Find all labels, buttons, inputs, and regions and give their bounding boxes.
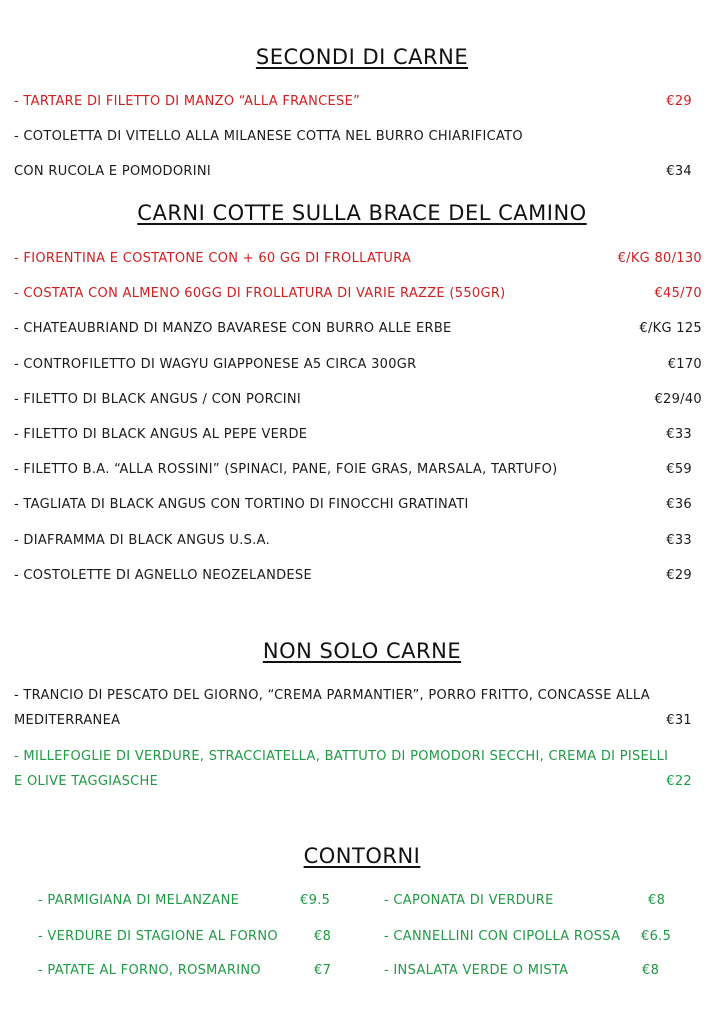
menu-item-continuation — [14, 713, 702, 728]
menu-item-price: €59 — [666, 462, 692, 477]
menu-item-name: - CONTROFILETTO DI WAGYU GIAPPONESE A5 CIRCA 300GR — [14, 357, 417, 372]
menu-item — [14, 357, 702, 372]
menu-item-price: €33 — [666, 533, 692, 548]
menu-item-name: - FILETTO B.A. “ALLA ROSSINI” (SPINACI, PANE, FOIE GRAS, MARSALA, TARTUFO) — [14, 462, 558, 477]
side-dish-price: €7 — [314, 963, 332, 978]
side-dish-item — [38, 893, 338, 908]
menu-item-name: - TRANCIO DI PESCATO DEL GIORNO, “CREMA PARMANTIER”, PORRO FRITTO, CONCASSE ALLA — [14, 688, 650, 703]
menu-item-price: €22 — [666, 774, 692, 789]
menu-item — [14, 462, 702, 477]
section-title-secondi: SECONDI DI CARNE — [255, 45, 469, 69]
menu-item-continuation — [14, 164, 702, 179]
side-dish-item — [384, 929, 684, 944]
menu-item-price: €/KG 125 — [639, 321, 702, 336]
menu-item — [14, 251, 702, 266]
side-dish-price: €6.5 — [641, 929, 672, 944]
section-title-brace: CARNI COTTE SULLA BRACE DEL CAMINO — [137, 201, 587, 225]
menu-item-name: - CHATEAUBRIAND DI MANZO BAVARESE CON BURRO ALLE ERBE — [14, 321, 452, 336]
menu-item-price: €/KG 80/130 — [617, 251, 702, 266]
menu-item-price: €31 — [666, 713, 692, 728]
side-dish-name: - CAPONATA DI VERDURE — [384, 893, 554, 908]
side-dish-price: €9.5 — [300, 893, 331, 908]
menu-item — [14, 497, 702, 512]
side-dish-price: €8 — [648, 893, 666, 908]
menu-item-continuation — [14, 774, 702, 789]
menu-item — [14, 392, 702, 407]
menu-item-name: - COTOLETTA DI VITELLO ALLA MILANESE COTTA NEL BURRO CHIARIFICATO — [14, 129, 523, 144]
side-dish-name: - VERDURE DI STAGIONE AL FORNO — [38, 929, 278, 944]
menu-item-price: €170 — [667, 357, 702, 372]
side-dish-name: - PARMIGIANA DI MELANZANE — [38, 893, 240, 908]
menu-item — [14, 749, 716, 764]
side-dish-item — [384, 893, 684, 908]
side-dish-price: €8 — [642, 963, 660, 978]
side-dish-name: - INSALATA VERDE O MISTA — [384, 963, 569, 978]
menu-item-name: - FILETTO DI BLACK ANGUS AL PEPE VERDE — [14, 427, 308, 442]
menu-item — [14, 533, 702, 548]
menu-item-price: €29/40 — [654, 392, 702, 407]
menu-item-price: €33 — [666, 427, 692, 442]
menu-item-name-line2: CON RUCOLA E POMODORINI — [14, 164, 212, 179]
side-dish-item — [384, 963, 684, 978]
menu-item-name: - DIAFRAMMA DI BLACK ANGUS U.S.A. — [14, 533, 271, 548]
menu-item-name-line2: E OLIVE TAGGIASCHE — [14, 774, 159, 789]
menu-item-name: - COSTATA CON ALMENO 60GG DI FROLLATURA DI VARIE RAZZE (550GR) — [14, 286, 506, 301]
menu-item-price: €29 — [666, 568, 692, 583]
menu-item-name-line2: MEDITERRANEA — [14, 713, 121, 728]
side-dish-name: - CANNELLINI CON CIPOLLA ROSSA — [384, 929, 621, 944]
menu-item-name: - FILETTO DI BLACK ANGUS / CON PORCINI — [14, 392, 302, 407]
menu-item-price: €29 — [666, 94, 692, 109]
section-title-contorni: CONTORNI — [303, 844, 421, 868]
menu-item — [14, 286, 702, 301]
menu-item-name: - TAGLIATA DI BLACK ANGUS CON TORTINO DI FINOCCHI GRATINATI — [14, 497, 469, 512]
menu-item-price: €36 — [666, 497, 692, 512]
side-dish-name: - PATATE AL FORNO, ROSMARINO — [38, 963, 261, 978]
section-title-non-solo-carne: NON SOLO CARNE — [262, 639, 462, 663]
side-dish-item — [38, 929, 338, 944]
menu-item — [14, 321, 702, 336]
side-dish-price: €8 — [314, 929, 332, 944]
menu-item — [14, 688, 716, 703]
menu-item — [14, 94, 702, 109]
menu-item — [14, 568, 702, 583]
menu-item — [14, 129, 702, 144]
side-dish-item — [38, 963, 338, 978]
menu-item-name: - FIORENTINA E COSTATONE CON + 60 GG DI FROLLATURA — [14, 251, 412, 266]
menu-item-name: - TARTARE DI FILETTO DI MANZO “ALLA FRANCESE” — [14, 94, 361, 109]
menu-item-price: €34 — [666, 164, 692, 179]
menu-item-name: - COSTOLETTE DI AGNELLO NEOZELANDESE — [14, 568, 312, 583]
menu-item-price: €45/70 — [654, 286, 702, 301]
menu-item — [14, 427, 702, 442]
menu-item-name: - MILLEFOGLIE DI VERDURE, STRACCIATELLA, BATTUTO DI POMODORI SECCHI, CREMA DI PISELLI — [14, 749, 669, 764]
